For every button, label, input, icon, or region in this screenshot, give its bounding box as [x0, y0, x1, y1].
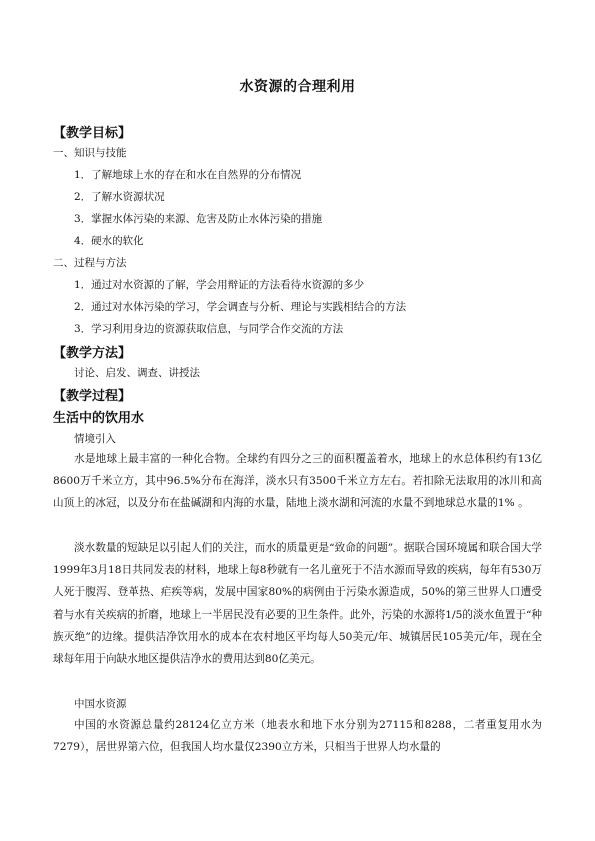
section-knowledge-skills: 一、知识与技能	[53, 147, 127, 159]
paragraph-water-quality: 淡水数量的短缺足以引起人们的关注，而水的质量更是“致命的问题”。据联合国环境属和联合国大学1999年3月18日共同发表的材料，地球上每8秒就有一名儿童死于不洁水源而导致的疾病，每年有530万人死于腹泻、登革热、疟疾等病，发展中国家80%的病例由于污染水源造成，50%的第三世界人口遭受着与水有关疾病的折磨，地球上一半居民没有必要的卫生条件。此外，污染的水源将1/5的淡水鱼置于“种族灭绝”的边缘。提供洁净饮用水的成本在农村地区平均每人50美元/年、城镇居民105美元/年，现在全球每年用于向缺水地区提供洁净水的费用达到80亿美元。	[53, 542, 542, 666]
list-item: 2．了解水资源状况	[74, 191, 165, 203]
drinking-water-subheading: 生活中的饮用水	[53, 411, 145, 426]
list-item: 3．学习利用身边的资源获取信息，与同学合作交流的方法	[74, 323, 344, 335]
list-item: 1．通过对水资源的了解，学会用辩证的方法看待水资源的多少	[74, 279, 365, 291]
document-title: 水资源的合理利用	[239, 79, 356, 95]
intro-label: 情境引入	[74, 433, 116, 445]
list-item: 4．硬水的软化	[74, 235, 144, 247]
paragraph-china-water: 中国的水资源总量约28124亿立方米（地表水和地下水分别为27115和8288，二者重复用水为7279），居世界第六位，但我国人均水量仅2390立方米，只相当于世界人均水量的	[53, 719, 542, 754]
china-water-label: 中国水资源	[74, 698, 127, 710]
section-process-methods: 二、过程与方法	[53, 257, 127, 269]
list-item: 1．了解地球上水的存在和水在自然界的分布情况	[74, 169, 302, 181]
teaching-methods-text: 讨论、启发、调查、讲授法	[74, 367, 200, 379]
paragraph-water-distribution: 水是地球上最丰富的一种化合物。全球约有四分之三的面积覆盖着水，地球上的水总体积约有13亿8600万千米立方，其中96.5%分布在海洋，淡水只有3500千米立方左右。若扣除无法取用的冰川和高山顶上的冰冠，以及分布在盐碱湖和内海的水量，陆地上淡水湖和河流的水量不到地球总水量的1% 。	[53, 453, 542, 510]
teaching-process-heading: 【教学过程】	[53, 389, 132, 404]
list-item: 3．掌握水体污染的来源、危害及防止水体污染的措施	[74, 213, 323, 225]
teaching-methods-heading: 【教学方法】	[53, 346, 132, 361]
teaching-goals-heading: 【教学目标】	[53, 126, 132, 141]
list-item: 2．通过对水体污染的学习，学会调查与分析、理论与实践相结合的方法	[74, 301, 407, 313]
